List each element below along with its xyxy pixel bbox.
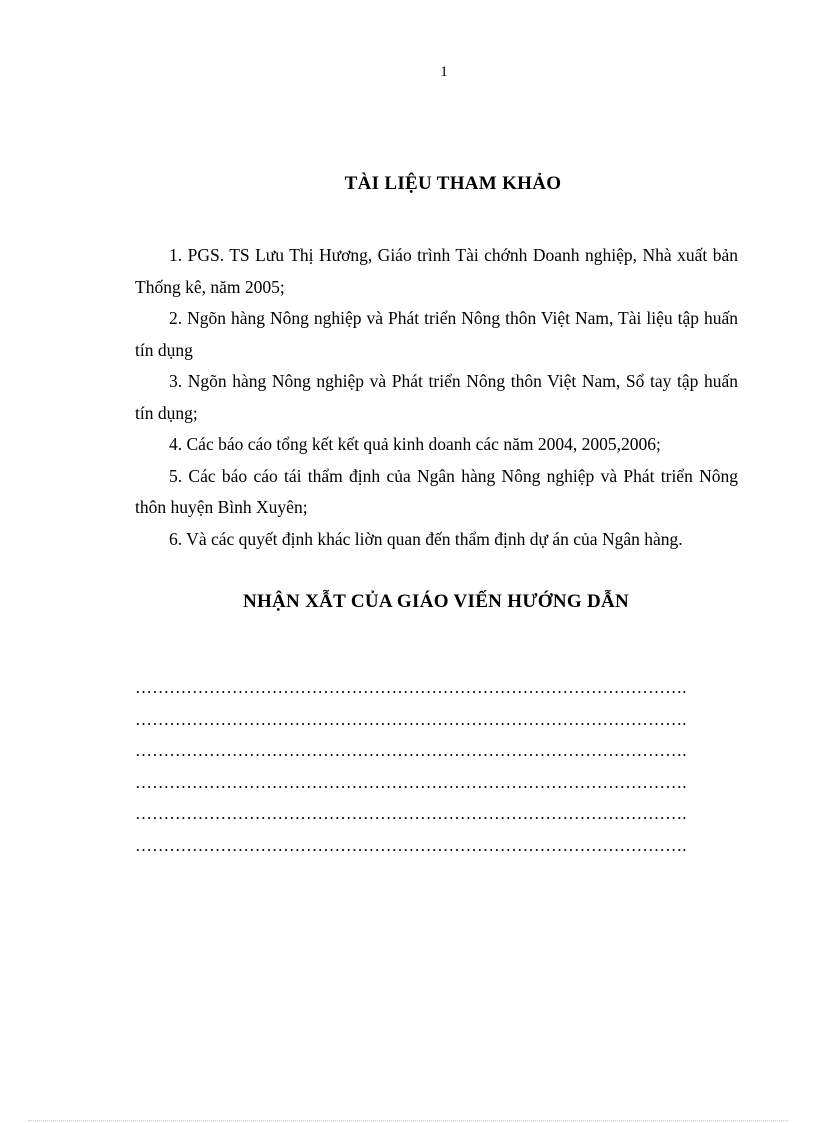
comment-dotted-line: …………………………………………………………………………………….: [135, 835, 687, 855]
comment-dotted-line: …………………………………………………………………………………….: [135, 709, 687, 729]
supervisor-comments-heading: NHẬN XẪT CỦA GIÁO VIẾN HƯỚNG DẪN: [242, 591, 630, 612]
page-bottom-divider: [28, 1120, 788, 1121]
references-heading: TÀI LIỆU THAM KHẢO: [344, 173, 562, 194]
reference-item: 1. PGS. TS Lưu Thị Hương, Giáo trình Tài chớnh Doanh nghiệp, Nhà xuất bản Thống kê, năm 2005;: [135, 245, 738, 297]
reference-item: 4. Các báo cáo tổng kết kết quả kinh doanh các năm 2004, 2005,2006;: [169, 434, 661, 454]
comment-lines: [135, 672, 738, 861]
references-list: [135, 240, 738, 555]
comment-dotted-line: …………………………………………………………………………………….: [135, 678, 687, 697]
reference-item: 5. Các báo cáo tái thẩm định của Ngân hàng Nông nghiệp và Phát triển Nông thôn huyện Bình Xuyên;: [135, 465, 738, 517]
reference-item: 2. Ngõn hàng Nông nghiệp và Phát triển Nông thôn Việt Nam, Tài liệu tập huấn tín dụng: [135, 308, 738, 360]
comment-dotted-line: …………………………………………………………………………………….: [135, 804, 687, 823]
page-number: 1: [440, 64, 448, 80]
comment-dotted-line: …………………………………………………………………………………….: [135, 741, 687, 760]
reference-item: 3. Ngõn hàng Nông nghiệp và Phát triển Nông thôn Việt Nam, Sổ tay tập huấn tín dụng;: [135, 371, 738, 423]
reference-item: 6. Và các quyết định khác liờn quan đến thẩm định dự án của Ngân hàng.: [169, 528, 683, 549]
comment-dotted-line: …………………………………………………………………………………….: [135, 772, 687, 792]
